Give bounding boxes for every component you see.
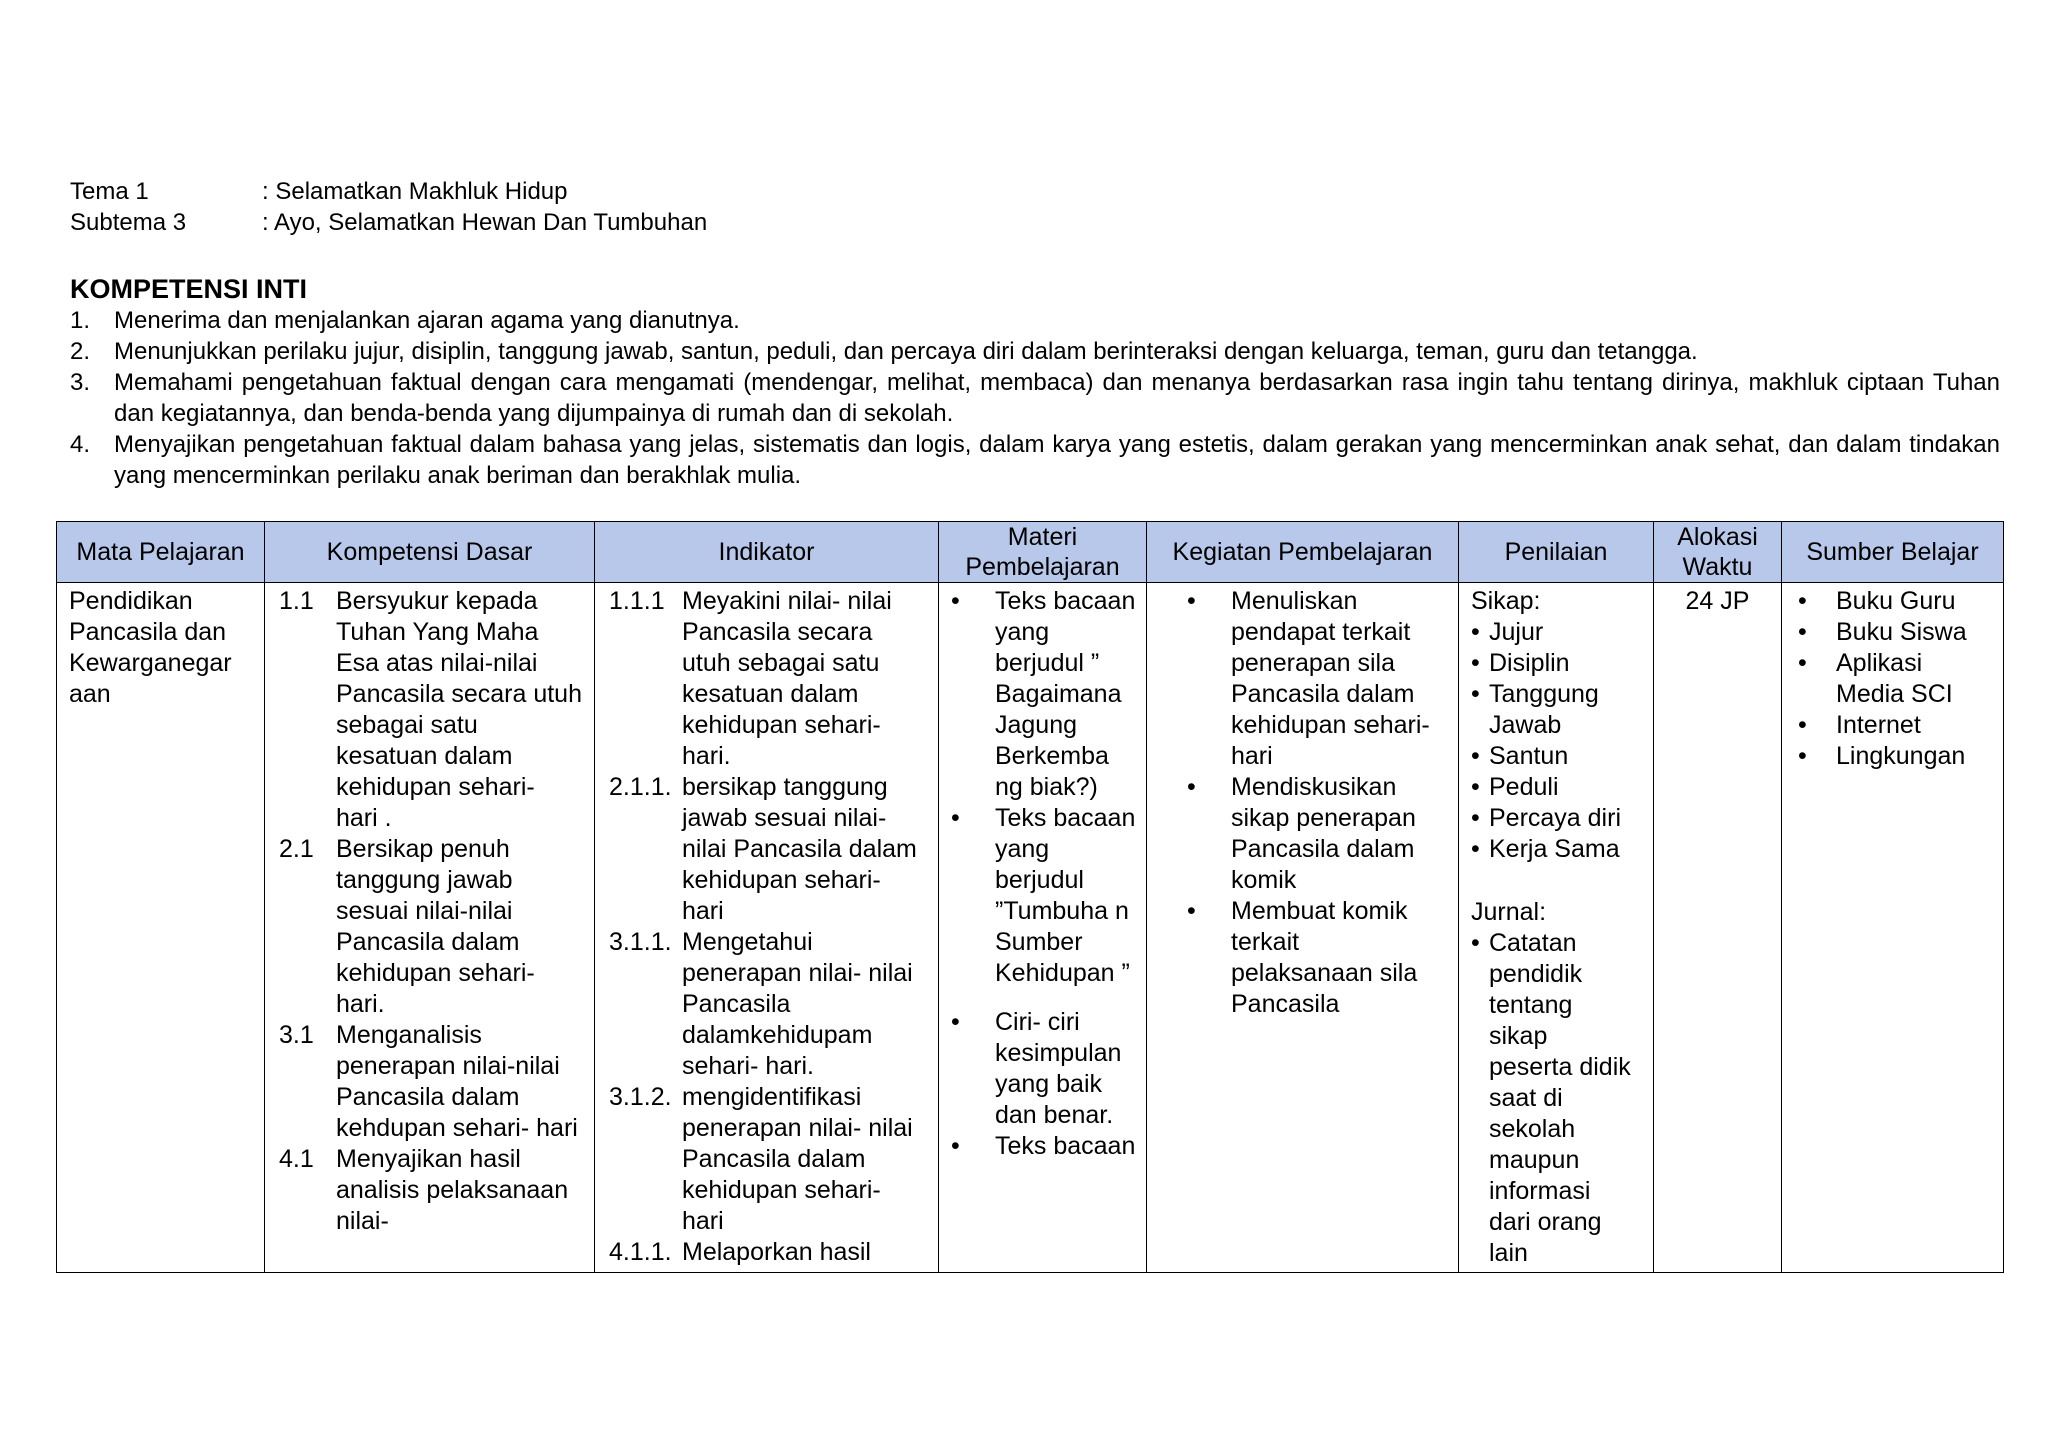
kd-text: Menganalisis penerapan nilai-nilai Pancasila dalam kehdupan sehari- hari	[336, 1021, 578, 1142]
list-item	[1782, 741, 1991, 772]
subtema-value: : Ayo, Selamatkan Hewan Dan Tumbuhan	[262, 209, 708, 236]
indikator-text: mengidentifikasi penerapan nilai- nilai Pancasila dalam kehidupan sehari- hari	[682, 1083, 913, 1235]
cell-indikator	[595, 583, 939, 1273]
bullet-icon: •	[1471, 929, 1480, 957]
materi-text: Teks bacaan	[995, 1132, 1136, 1160]
ki-item	[70, 367, 2000, 429]
kd-number: 1.1	[279, 587, 314, 615]
cell-materi-pembelajaran	[939, 583, 1147, 1273]
cell-sumber-belajar	[1782, 583, 2004, 1273]
list-item	[949, 1131, 1140, 1162]
indikator-text: bersikap tanggung jawab sesuai nilai- nilai Pancasila dalam kehidupan sehari- hari	[682, 773, 917, 925]
cell-kompetensi-dasar	[265, 583, 595, 1273]
indikator-text: Melaporkan hasil	[682, 1238, 871, 1266]
subtema-label: Subtema 3	[70, 209, 187, 236]
indikator-number: 1.1.1	[609, 587, 665, 615]
header-kegiatan-pembelajaran: Kegiatan Pembelajaran	[1147, 522, 1459, 583]
alokasi-waktu-text: 24 JP	[1685, 587, 1750, 615]
ki-text: Menunjukkan perilaku jujur, disiplin, tanggung jawab, santun, peduli, dan percaya diri dalam berinteraksi dengan keluarga, teman, guru dan tetangga.	[114, 338, 1698, 365]
kd-number: 2.1	[279, 835, 314, 863]
list-item	[1471, 741, 1647, 772]
sumber-text: Buku Guru	[1836, 587, 1956, 615]
list-item	[1782, 648, 1991, 710]
sumber-list	[1782, 586, 1991, 772]
bullet-icon: •	[1798, 742, 1807, 770]
list-item	[949, 586, 1140, 803]
list-item	[609, 1082, 926, 1237]
tema-row	[70, 176, 707, 207]
sikap-text: Tanggung Jawab	[1489, 680, 1599, 739]
sikap-text: Peduli	[1489, 773, 1559, 801]
subtema-row	[70, 207, 707, 238]
sumber-text: Internet	[1836, 711, 1921, 739]
header-penilaian: Penilaian	[1459, 522, 1654, 583]
kegiatan-text: Membuat komik terkait pelaksanaan sila Pancasila	[1231, 897, 1418, 1018]
list-item	[609, 1237, 926, 1268]
list-item	[1471, 679, 1647, 741]
jurnal-list	[1471, 928, 1647, 1269]
ki-text: Memahami pengetahuan faktual dengan cara mengamati (mendengar, melihat, membaca) dan menanya berdasarkan rasa ingin tahu tentang dirinya, makhluk ciptaan Tuhan dan kegiatannya, dan benda-benda yang dijumpainya di rumah dan di sekolah.	[114, 369, 2000, 427]
kd-text: Bersyukur kepada Tuhan Yang Maha Esa atas nilai-nilai Pancasila secara utuh sebagai satu kesatuan dalam kehidupan sehari- hari .	[336, 587, 582, 832]
mata-pelajaran-text: Pendidikan Pancasila dan Kewarganegar aan	[69, 587, 232, 708]
bullet-icon: •	[1471, 742, 1480, 770]
table-header-row	[57, 522, 2004, 583]
bullet-icon: •	[1471, 773, 1480, 801]
header-kompetensi-dasar: Kompetensi Dasar	[265, 522, 595, 583]
list-item	[1471, 834, 1647, 865]
bullet-icon: •	[1798, 618, 1807, 646]
ki-text: Menyajikan pengetahuan faktual dalam bahasa yang jelas, sistematis dan logis, dalam karya yang estetis, dalam gerakan yang mencerminkan anak sehat, dan dalam tindakan yang mencerminkan perilaku anak beriman dan berakhlak mulia.	[114, 431, 2000, 489]
sikap-list	[1471, 617, 1647, 865]
header-mata-pelajaran: Mata Pelajaran	[57, 522, 265, 583]
list-item	[279, 1144, 582, 1237]
list-item	[1471, 648, 1647, 679]
indikator-text: Mengetahui penerapan nilai- nilai Pancasila dalamkehidupam sehari- hari.	[682, 928, 913, 1080]
cell-alokasi-waktu	[1654, 583, 1782, 1273]
materi-text: Ciri- ciri kesimpulan yang baik dan benar.	[995, 1008, 1122, 1129]
indikator-number: 2.1.1.	[609, 773, 672, 801]
kd-number: 3.1	[279, 1021, 314, 1049]
list-item	[1782, 586, 1991, 617]
list-item	[949, 1007, 1140, 1131]
bullet-icon: •	[1187, 773, 1196, 801]
sumber-text: Lingkungan	[1836, 742, 1966, 770]
kd-number: 4.1	[279, 1145, 314, 1173]
materi-text: Teks bacaan yang berjudul ”Tumbuha n Sumber Kehidupan ”	[995, 804, 1136, 987]
materi-text: Teks bacaan yang berjudul ” Bagaimana Jagung Berkemba ng biak?)	[995, 587, 1136, 801]
kd-list	[279, 586, 582, 1237]
kompetensi-inti-list	[70, 305, 2000, 491]
list-item	[1782, 617, 1991, 648]
sumber-text: Buku Siswa	[1836, 618, 1967, 646]
bullet-icon: •	[951, 587, 960, 615]
header-indikator: Indikator	[595, 522, 939, 583]
indikator-text: Meyakini nilai- nilai Pancasila secara utuh sebagai satu kesatuan dalam kehidupan sehari- hari.	[682, 587, 892, 770]
list-item	[279, 586, 582, 834]
sikap-text: Kerja Sama	[1489, 835, 1620, 863]
sikap-text: Disiplin	[1489, 649, 1570, 677]
sikap-text: Percaya diri	[1489, 804, 1621, 832]
list-item	[609, 772, 926, 927]
list-item	[1782, 710, 1991, 741]
bullet-icon: •	[951, 1132, 960, 1160]
list-item	[609, 586, 926, 772]
list-item	[949, 803, 1140, 989]
kd-text: Menyajikan hasil analisis pelaksanaan nilai-	[336, 1145, 569, 1235]
kd-text: Bersikap penuh tanggung jawab sesuai nilai-nilai Pancasila dalam kehidupan sehari- hari.	[336, 835, 535, 1018]
indikator-number: 3.1.2.	[609, 1083, 672, 1111]
bullet-icon: •	[1798, 587, 1807, 615]
bullet-icon: •	[951, 1008, 960, 1036]
bullet-icon: •	[1187, 897, 1196, 925]
bullet-icon: •	[1798, 711, 1807, 739]
bullet-icon: •	[1798, 649, 1807, 677]
sikap-label: Sikap:	[1471, 587, 1541, 615]
kegiatan-text: Mendiskusikan sikap penerapan Pancasila dalam komik	[1231, 773, 1416, 894]
bullet-icon: •	[1471, 804, 1480, 832]
jurnal-text: Catatan pendidik tentang sikap peserta didik saat di sekolah maupun informasi dari orang lain	[1489, 929, 1631, 1267]
list-item	[1185, 586, 1446, 772]
ki-item	[70, 336, 2000, 367]
indikator-number: 4.1.1.	[609, 1238, 672, 1266]
list-item	[279, 1020, 582, 1144]
table-row	[57, 583, 2004, 1273]
list-item	[1471, 617, 1647, 648]
bullet-icon: •	[1471, 680, 1480, 708]
indikator-number: 3.1.1.	[609, 928, 672, 956]
ki-number: 1.	[70, 307, 91, 334]
header-alokasi-waktu: Alokasi Waktu	[1654, 522, 1782, 583]
bullet-icon: •	[1187, 587, 1196, 615]
sikap-text: Jujur	[1489, 618, 1544, 646]
list-item	[279, 834, 582, 1020]
ki-number: 4.	[70, 431, 91, 458]
materi-list	[949, 586, 1140, 1162]
silabus-table	[56, 521, 2004, 1273]
list-item	[1471, 803, 1647, 834]
kegiatan-text: Menuliskan pendapat terkait penerapan sila Pancasila dalam kehidupan sehari-hari	[1231, 587, 1430, 770]
ki-number: 2.	[70, 338, 91, 365]
bullet-icon: •	[951, 804, 960, 832]
bullet-icon: •	[1471, 835, 1480, 863]
header-sumber-belajar: Sumber Belajar	[1782, 522, 2004, 583]
tema-label: Tema 1	[70, 178, 149, 205]
list-item	[1185, 896, 1446, 1020]
kegiatan-list	[1185, 586, 1446, 1020]
sumber-text: Aplikasi Media SCI	[1836, 649, 1953, 708]
bullet-icon: •	[1471, 618, 1480, 646]
document-meta	[70, 176, 707, 238]
tema-value: : Selamatkan Makhluk Hidup	[262, 178, 568, 205]
bullet-icon: •	[1471, 649, 1480, 677]
list-item	[1471, 928, 1647, 1269]
cell-penilaian	[1459, 583, 1654, 1273]
ki-item	[70, 429, 2000, 491]
cell-kegiatan-pembelajaran	[1147, 583, 1459, 1273]
list-item	[1185, 772, 1446, 896]
kompetensi-inti-title: KOMPETENSI INTI	[70, 274, 308, 304]
ki-text: Menerima dan menjalankan ajaran agama yang dianutnya.	[114, 307, 740, 334]
header-materi-pembelajaran: Materi Pembelajaran	[939, 522, 1147, 583]
list-item	[1471, 772, 1647, 803]
list-item	[609, 927, 926, 1082]
indikator-list	[609, 586, 926, 1268]
jurnal-label: Jurnal:	[1471, 898, 1547, 926]
sikap-text: Santun	[1489, 742, 1569, 770]
ki-number: 3.	[70, 369, 91, 396]
ki-item	[70, 305, 2000, 336]
cell-mata-pelajaran	[57, 583, 265, 1273]
